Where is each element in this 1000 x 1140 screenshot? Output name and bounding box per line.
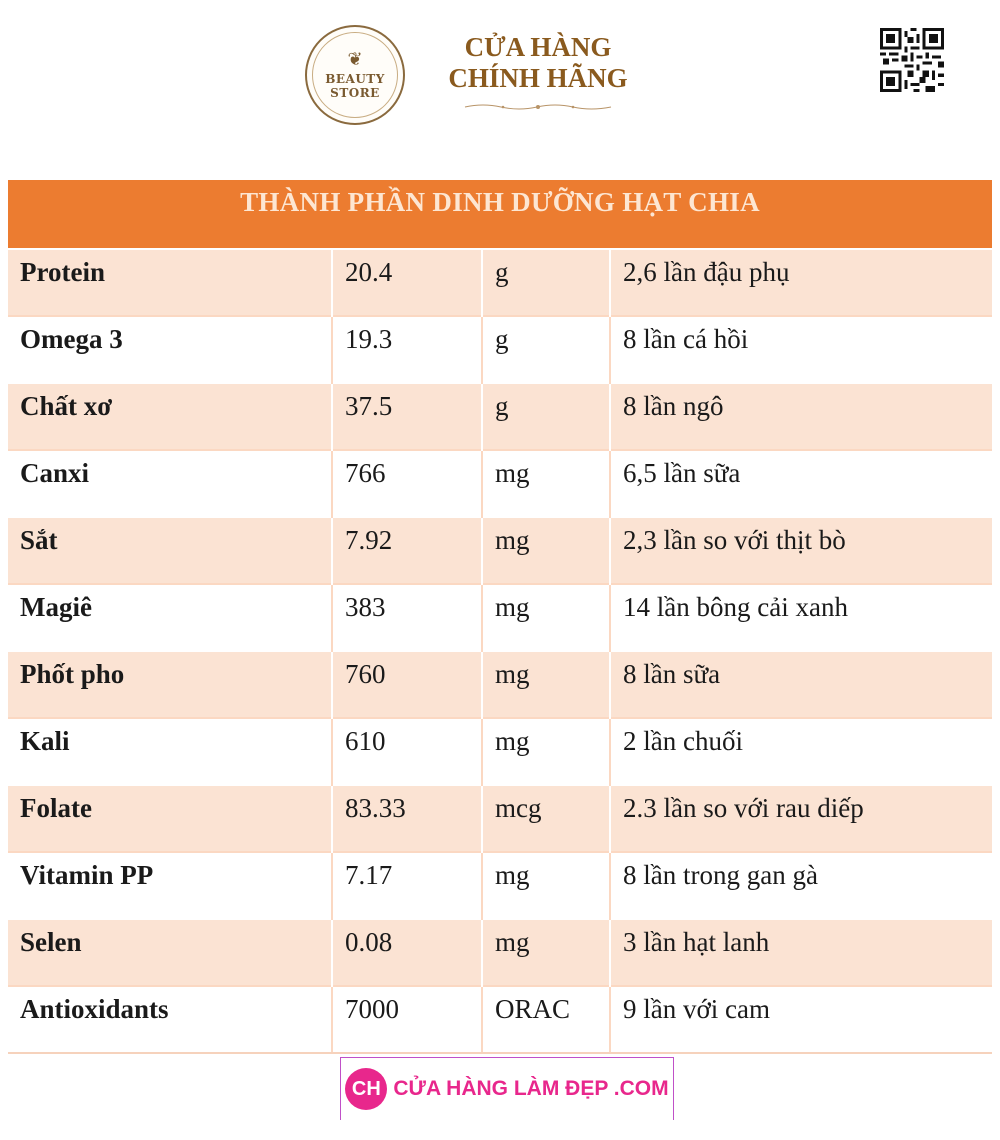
table-row — [8, 517, 992, 584]
store-title-line1: CỬA HÀNG — [464, 32, 612, 62]
nutrient-amount: 83.33 — [332, 785, 482, 852]
nutrient-amount: 7.92 — [332, 517, 482, 584]
nutrient-amount: 37.5 — [332, 383, 482, 450]
nutrient-amount: 0.08 — [332, 919, 482, 986]
nutrient-unit: mg — [482, 517, 610, 584]
nutrition-table — [8, 180, 992, 1054]
table-row — [8, 316, 992, 383]
beauty-store-logo[interactable] — [305, 25, 405, 125]
site-badge[interactable] — [340, 1057, 674, 1120]
qr-code-icon[interactable] — [880, 28, 944, 92]
nutrient-comparison: 3 lần hạt lanh — [610, 919, 992, 986]
table-row — [8, 919, 992, 986]
nutrient-unit: g — [482, 383, 610, 450]
divider-ornament-icon — [463, 103, 613, 111]
nutrient-unit: mg — [482, 584, 610, 651]
site-name: CỬA HÀNG LÀM ĐẸP .COM — [393, 1077, 669, 1100]
nutrient-unit: ORAC — [482, 986, 610, 1053]
nutrient-unit: mcg — [482, 785, 610, 852]
nutrient-unit: mg — [482, 919, 610, 986]
nutrient-name: Vitamin PP — [8, 852, 332, 919]
nutrient-amount: 19.3 — [332, 316, 482, 383]
nutrient-comparison: 6,5 lần sữa — [610, 450, 992, 517]
logo-text-line2: STORE — [330, 85, 380, 100]
nutrition-table-body — [8, 248, 992, 1054]
nutrient-name: Magiê — [8, 584, 332, 651]
table-row — [8, 249, 992, 316]
nutrient-name: Protein — [8, 249, 332, 316]
nutrient-amount: 760 — [332, 651, 482, 718]
nutrient-comparison: 14 lần bông cải xanh — [610, 584, 992, 651]
nutrient-name: Folate — [8, 785, 332, 852]
nutrient-comparison: 8 lần ngô — [610, 383, 992, 450]
nutrient-comparison: 8 lần cá hồi — [610, 316, 992, 383]
store-title — [428, 32, 648, 111]
nutrient-comparison: 2 lần chuối — [610, 718, 992, 785]
nutrient-comparison: 2.3 lần so với rau diếp — [610, 785, 992, 852]
nutrient-unit: mg — [482, 450, 610, 517]
nutrient-amount: 7.17 — [332, 852, 482, 919]
nutrient-name: Canxi — [8, 450, 332, 517]
nutrient-amount: 383 — [332, 584, 482, 651]
nutrient-comparison: 2,3 lần so với thịt bò — [610, 517, 992, 584]
store-title-line2: CHÍNH HÃNG — [448, 63, 628, 93]
nutrient-unit: mg — [482, 852, 610, 919]
nutrient-unit: g — [482, 316, 610, 383]
nutrient-comparison: 8 lần sữa — [610, 651, 992, 718]
nutrient-amount: 20.4 — [332, 249, 482, 316]
table-row — [8, 584, 992, 651]
table-row — [8, 852, 992, 919]
page-header — [0, 0, 1000, 150]
nutrient-name: Omega 3 — [8, 316, 332, 383]
nutrient-name: Kali — [8, 718, 332, 785]
nutrient-unit: g — [482, 249, 610, 316]
nutrient-name: Selen — [8, 919, 332, 986]
table-row — [8, 383, 992, 450]
table-title: THÀNH PHẦN DINH DƯỠNG HẠT CHIA — [8, 180, 992, 248]
logo-text-line1: BEAUTY — [325, 71, 385, 86]
table-row — [8, 986, 992, 1053]
nutrient-name: Antioxidants — [8, 986, 332, 1053]
table-row — [8, 651, 992, 718]
nutrient-amount: 610 — [332, 718, 482, 785]
ch-logo-icon: CH — [345, 1068, 387, 1110]
nutrient-comparison: 9 lần với cam — [610, 986, 992, 1053]
nutrient-unit: mg — [482, 651, 610, 718]
nutrient-comparison: 8 lần trong gan gà — [610, 852, 992, 919]
logo-ring — [312, 32, 398, 118]
nutrient-name: Chất xơ — [8, 383, 332, 450]
nutrient-comparison: 2,6 lần đậu phụ — [610, 249, 992, 316]
table-row — [8, 785, 992, 852]
nutrient-unit: mg — [482, 718, 610, 785]
nutrient-amount: 7000 — [332, 986, 482, 1053]
table-row — [8, 718, 992, 785]
nutrient-name: Sắt — [8, 517, 332, 584]
ornament-icon: ❦ — [347, 48, 363, 70]
nutrient-name: Phốt pho — [8, 651, 332, 718]
table-row — [8, 450, 992, 517]
nutrient-amount: 766 — [332, 450, 482, 517]
